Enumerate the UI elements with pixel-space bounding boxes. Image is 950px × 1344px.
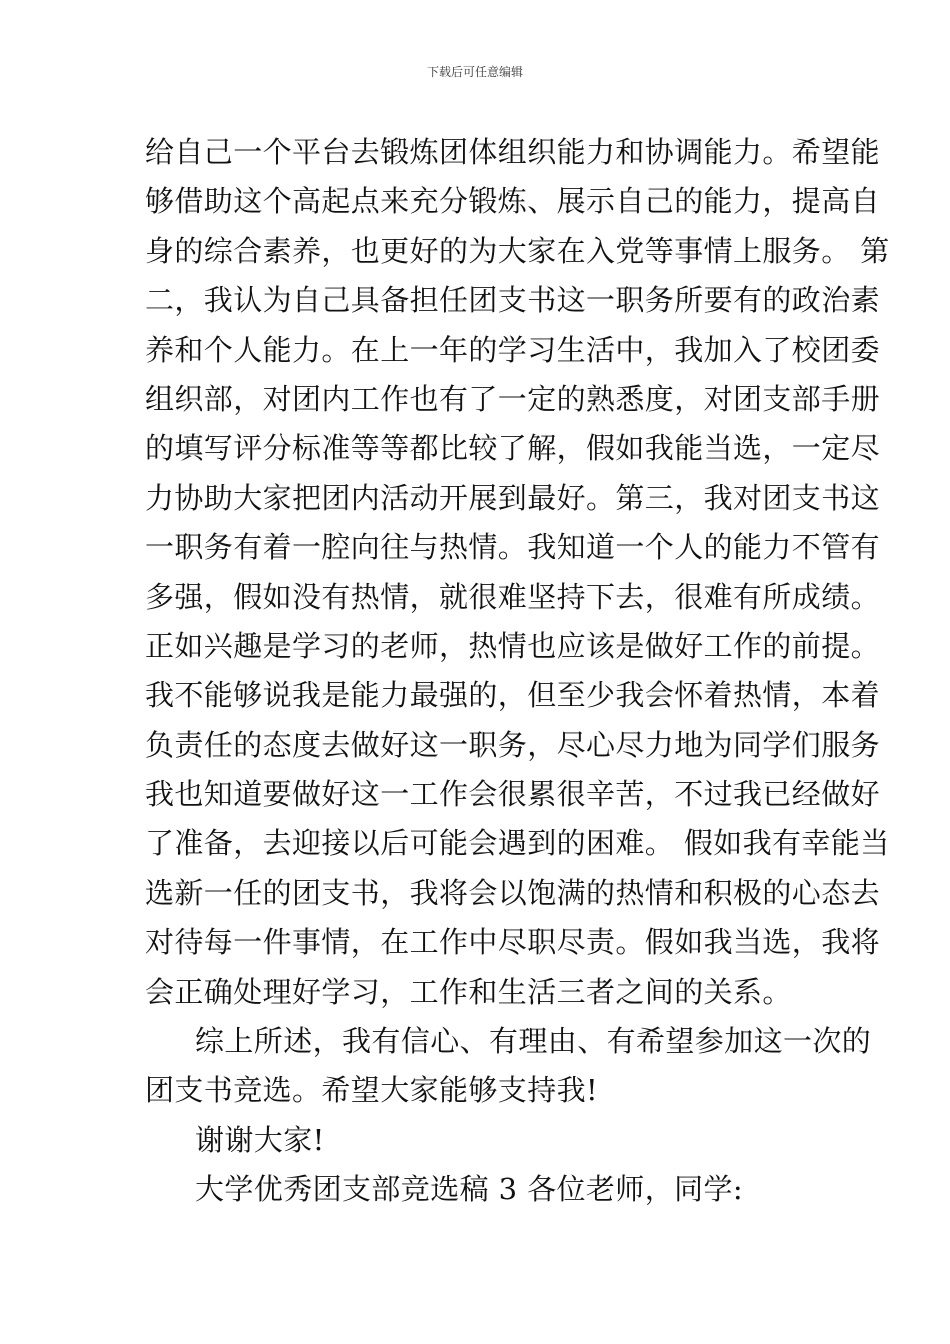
- text-line: 综上所述，我有信心、有理由、有希望参加这一次的: [195, 1024, 872, 1059]
- text-line: 负责任的态度去做好这一职务，尽心尽力地为同学们服务: [145, 727, 881, 762]
- page-header: 下载后可任意编辑: [426, 65, 523, 79]
- text-line: 对待每一件事情，在工作中尽职尽责。假如我当选，我将: [145, 925, 881, 960]
- text-line: 身的综合素养，也更好的为大家在入党等事情上服务。 第: [145, 233, 890, 268]
- text-line: 养和个人能力。在上一年的学习生活中，我加入了校团委: [145, 332, 881, 367]
- text-line: 会正确处理好学习，工作和生活三者之间的关系。: [145, 974, 792, 1009]
- text-line: 力协助大家把团内活动开展到最好。第三，我对团支书这: [145, 480, 881, 515]
- text-line: 我也知道要做好这一工作会很累很辛苦，不过我已经做好: [145, 777, 881, 812]
- text-line: 够借助这个高起点来充分锻炼、展示自己的能力，提高自: [145, 184, 881, 219]
- text-line: 给自己一个平台去锻炼团体组织能力和协调能力。希望能: [145, 135, 881, 169]
- text-line: 了准备，去迎接以后可能会遇到的困难。 假如我有幸能当: [145, 826, 890, 861]
- text-line: 选新一任的团支书，我将会以饱满的热情和积极的心态去: [145, 875, 881, 910]
- text-line: 二，我认为自己具备担任团支书这一职务所要有的政治素: [145, 283, 881, 318]
- text-line: 团支书竞选。希望大家能够支持我!: [145, 1073, 599, 1108]
- text-line: 谢谢大家!: [195, 1122, 325, 1157]
- text-line: 一职务有着一腔向往与热情。我知道一个人的能力不管有: [145, 530, 881, 565]
- text-line: 我不能够说我是能力最强的，但至少我会怀着热情，本着: [145, 678, 881, 713]
- text-line: 组织部，对团内工作也有了一定的熟悉度，对团支部手册: [145, 381, 881, 416]
- text-line: 正如兴趣是学习的老师，热情也应该是做好工作的前提。: [145, 628, 881, 663]
- body-text: [145, 128, 890, 1215]
- text-line: 多强，假如没有热情，就很难坚持下去，很难有所成绩。: [145, 579, 881, 614]
- text-line: 的填写评分标准等等都比较了解，假如我能当选，一定尽: [145, 431, 881, 466]
- text-line: 大学优秀团支部竞选稿 3 各位老师，同学:: [195, 1172, 744, 1207]
